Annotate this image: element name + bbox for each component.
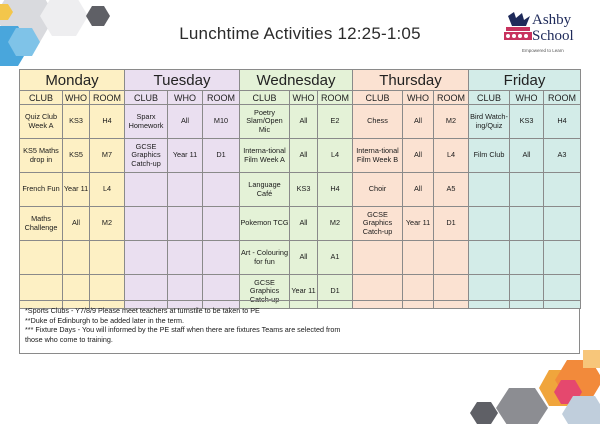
wednesday-club-cell: Art - Colouring for fun xyxy=(240,241,290,275)
school-name-line1: Ashby xyxy=(532,12,572,28)
monday-club-cell: Quiz Club Week A xyxy=(20,105,63,139)
thursday-room-cell xyxy=(434,241,469,275)
note-fixture-days: *** Fixture Days - You will informed by the PE staff when there are fixtures Teams are selected from xyxy=(25,325,341,334)
table-row xyxy=(20,139,581,173)
monday-who-cell: KS3 xyxy=(63,105,90,139)
thursday-club-cell xyxy=(353,241,403,275)
tuesday-who-cell xyxy=(168,207,203,241)
note-duke-of-edinburgh: **Duke of Edinburgh to be added later in the term. xyxy=(25,315,185,325)
wednesday-club-cell: Poetry Slam/Open Mic xyxy=(240,105,290,139)
wednesday-room-cell: A1 xyxy=(318,241,353,275)
wednesday-who-cell: KS3 xyxy=(290,173,318,207)
thursday-club-cell: Chess xyxy=(353,105,403,139)
school-logo xyxy=(502,10,592,60)
school-name-line2: School xyxy=(532,28,574,44)
friday-room-cell: H4 xyxy=(544,105,581,139)
school-tagline: Empowered to Learn xyxy=(522,48,564,53)
day-header-monday: Monday xyxy=(20,70,125,91)
monday-room-cell xyxy=(90,241,125,275)
column-header-who: WHO xyxy=(290,91,318,105)
friday-club-cell xyxy=(469,207,510,241)
crown-icon xyxy=(502,10,534,50)
wednesday-room-cell: D1 xyxy=(318,275,353,309)
wednesday-who-cell: All xyxy=(290,241,318,275)
friday-who-cell: KS3 xyxy=(510,105,544,139)
thursday-who-cell: Year 11 xyxy=(403,207,434,241)
tuesday-room-cell: M10 xyxy=(203,105,240,139)
wednesday-club-cell: Interna-tional Film Week A xyxy=(240,139,290,173)
friday-who-cell xyxy=(510,207,544,241)
day-header-row xyxy=(20,70,581,91)
wednesday-club-cell: GCSE Graphics Catch-up xyxy=(240,275,290,309)
column-header-club: CLUB xyxy=(240,91,290,105)
wednesday-room-cell: H4 xyxy=(318,173,353,207)
table-row xyxy=(20,105,581,139)
tuesday-club-cell xyxy=(125,241,168,275)
column-header-who: WHO xyxy=(168,91,203,105)
tuesday-who-cell xyxy=(168,173,203,207)
tuesday-room-cell xyxy=(203,241,240,275)
tuesday-club-cell xyxy=(125,173,168,207)
monday-room-cell: M7 xyxy=(90,139,125,173)
tuesday-room-cell xyxy=(203,207,240,241)
tuesday-room-cell: D1 xyxy=(203,139,240,173)
thursday-room-cell: A5 xyxy=(434,173,469,207)
monday-room-cell: L4 xyxy=(90,173,125,207)
thursday-room-cell: L4 xyxy=(434,139,469,173)
timetable-body xyxy=(20,105,581,309)
column-header-room: ROOM xyxy=(434,91,469,105)
day-header-thursday: Thursday xyxy=(353,70,469,91)
friday-room-cell: A3 xyxy=(544,139,581,173)
friday-room-cell xyxy=(544,207,581,241)
thursday-room-cell: M2 xyxy=(434,105,469,139)
note-sports-clubs: *Sports Clubs - Y7/8/9 Please meet teachers at turnstile to be taken to PE xyxy=(25,306,260,315)
friday-room-cell xyxy=(544,241,581,275)
friday-club-cell: Film Club xyxy=(469,139,510,173)
column-header-room: ROOM xyxy=(203,91,240,105)
tuesday-club-cell: Sparx Homework xyxy=(125,105,168,139)
table-row xyxy=(20,173,581,207)
thursday-who-cell: All xyxy=(403,105,434,139)
note-fixture-days-continued: those who come to training. xyxy=(25,334,113,344)
wednesday-who-cell: All xyxy=(290,139,318,173)
column-header-room: ROOM xyxy=(90,91,125,105)
tuesday-club-cell: GCSE Graphics Catch-up xyxy=(125,139,168,173)
thursday-club-cell: Choir xyxy=(353,173,403,207)
column-header-room: ROOM xyxy=(544,91,581,105)
thursday-who-cell xyxy=(403,241,434,275)
thursday-who-cell: All xyxy=(403,173,434,207)
monday-club-cell xyxy=(20,241,63,275)
day-header-tuesday: Tuesday xyxy=(125,70,240,91)
monday-who-cell: KS5 xyxy=(63,139,90,173)
tuesday-who-cell: All xyxy=(168,105,203,139)
day-header-friday: Friday xyxy=(469,70,581,91)
monday-who-cell: All xyxy=(63,207,90,241)
thursday-club-cell: GCSE Graphics Catch-up xyxy=(353,207,403,241)
monday-room-cell: H4 xyxy=(90,105,125,139)
friday-club-cell xyxy=(469,241,510,275)
column-header-club: CLUB xyxy=(20,91,63,105)
thursday-club-cell: Interna-tional Film Week B xyxy=(353,139,403,173)
monday-club-cell: Maths Challenge xyxy=(20,207,63,241)
wednesday-who-cell: Year 11 xyxy=(290,275,318,309)
wednesday-room-cell: E2 xyxy=(318,105,353,139)
wednesday-room-cell: M2 xyxy=(318,207,353,241)
timetable xyxy=(19,69,581,309)
column-header-room: ROOM xyxy=(318,91,353,105)
monday-who-cell xyxy=(63,241,90,275)
page-title: Lunchtime Activities 12:25-1:05 xyxy=(179,24,421,43)
tuesday-who-cell: Year 11 xyxy=(168,139,203,173)
wednesday-who-cell: All xyxy=(290,207,318,241)
tuesday-who-cell xyxy=(168,241,203,275)
monday-club-cell: French Fun xyxy=(20,173,63,207)
monday-who-cell: Year 11 xyxy=(63,173,90,207)
thursday-who-cell: All xyxy=(403,139,434,173)
column-header-who: WHO xyxy=(63,91,90,105)
wednesday-room-cell: L4 xyxy=(318,139,353,173)
friday-room-cell xyxy=(544,173,581,207)
table-row xyxy=(20,241,581,275)
decorative-hexagons-bottom-right xyxy=(465,350,600,424)
monday-club-cell: KS5 Maths drop in xyxy=(20,139,63,173)
thursday-room-cell: D1 xyxy=(434,207,469,241)
column-header-club: CLUB xyxy=(353,91,403,105)
column-header-who: WHO xyxy=(510,91,544,105)
column-header-club: CLUB xyxy=(125,91,168,105)
day-header-wednesday: Wednesday xyxy=(240,70,353,91)
friday-who-cell xyxy=(510,173,544,207)
table-row xyxy=(20,207,581,241)
column-header-club: CLUB xyxy=(469,91,510,105)
friday-who-cell xyxy=(510,241,544,275)
wednesday-who-cell: All xyxy=(290,105,318,139)
wednesday-club-cell: Pokemon TCG xyxy=(240,207,290,241)
column-header-who: WHO xyxy=(403,91,434,105)
friday-who-cell: All xyxy=(510,139,544,173)
wednesday-club-cell: Language Café xyxy=(240,173,290,207)
notes-section xyxy=(19,300,580,354)
monday-room-cell: M2 xyxy=(90,207,125,241)
friday-club-cell: Bird Watch-ing/Quiz xyxy=(469,105,510,139)
column-header-row xyxy=(20,91,581,105)
tuesday-room-cell xyxy=(203,173,240,207)
friday-club-cell xyxy=(469,173,510,207)
tuesday-club-cell xyxy=(125,207,168,241)
